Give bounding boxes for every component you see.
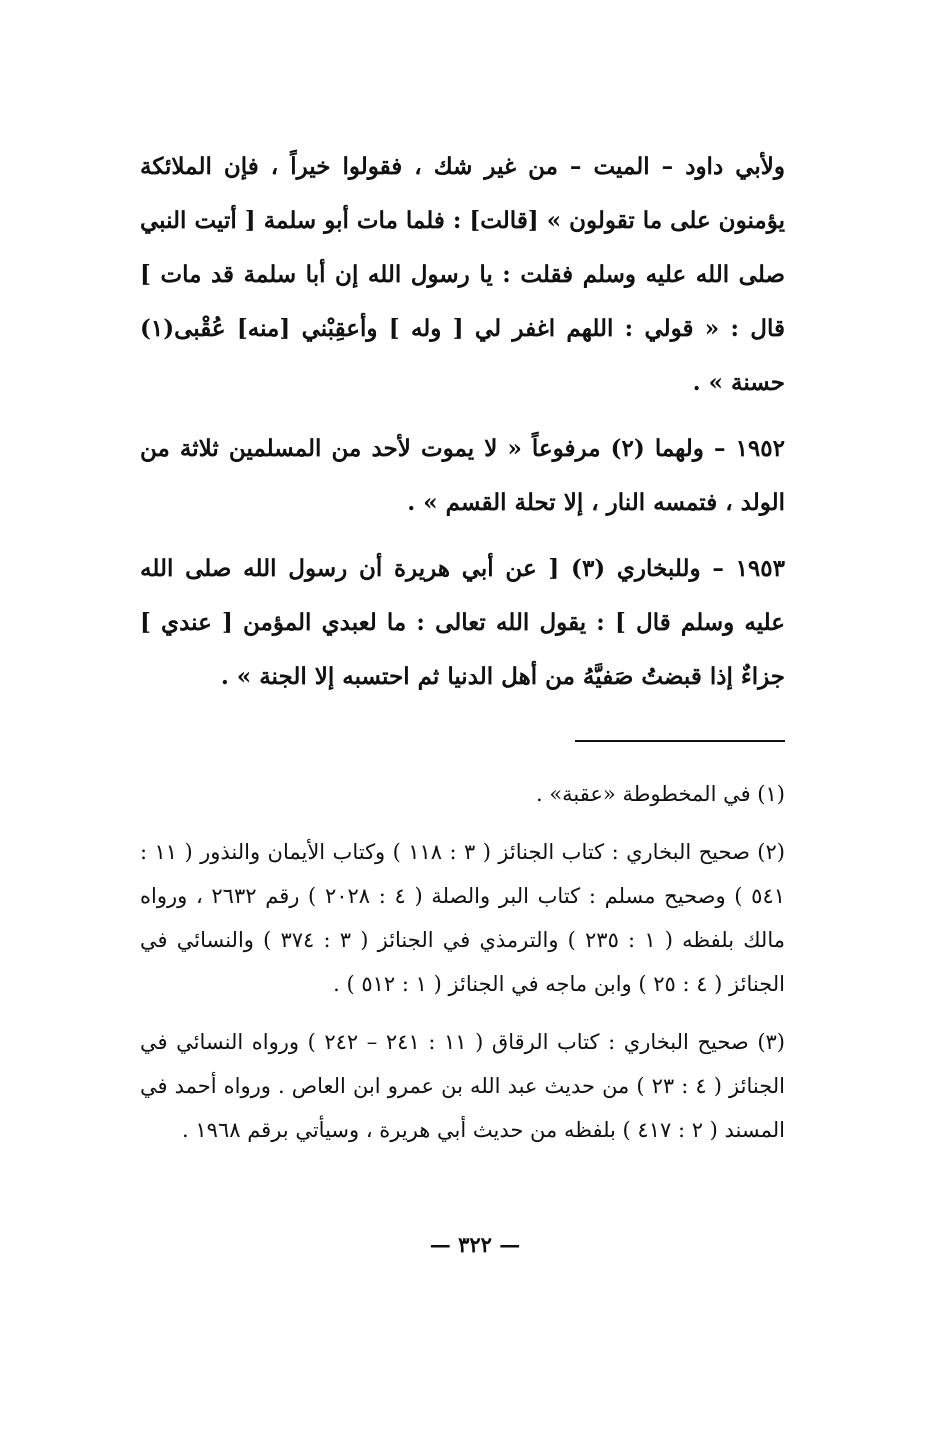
hadith-1952: ١٩٥٢ – ولهما (٢) مرفوعاً « لا يموت لأحد من المسلمين ثلاثة من الولد ، فتمسه النار ، إلا تحلة القسم » . [140,435,785,516]
paragraph-abu-dawud: ولأبي داود – الميت – من غير شك ، فقولوا خيراً ، فإن الملائكة يؤمنون على ما تقولون » [قالت] : فلما مات أبو سلمة [ أتيت النبي صلى الله عليه وسلم فقلت : يا رسول الله إن أبا سلمة قد مات ] قال : « قولي : اللهم اغفر لي [ وله ] وأعقِبْني [منه] عُقْبى(١) حسنة » . [140,153,785,396]
footnote-1: (١) في المخطوطة «عقبة» . [535,782,785,806]
footnote-separator [575,740,785,742]
main-text [140,140,785,704]
footnotes [140,772,785,1152]
footnote-2: (٢) صحيح البخاري : كتاب الجنائز ( ٣ : ١١٨ ) وكتاب الأيمان والنذور ( ١١ : ٥٤١ ) وصحيح مسلم : كتاب البر والصلة ( ٤ : ٢٠٢٨ ) رقم ٢٦٣٢ ، ورواه مالك بلفظه ( ١ : ٢٣٥ ) والترمذي في الجنائز ( ٣ : ٣٧٤ ) والنسائي في الجنائز ( ٤ : ٢٥ ) وابن ماجه في الجنائز ( ١ : ٥١٢ ) . [140,840,786,996]
page-number: — ٣٢٢ — [429,1232,521,1257]
page-body [140,140,785,1152]
hadith-1953: ١٩٥٣ – وللبخاري (٣) [ عن أبي هريرة أن رسول الله صلى الله عليه وسلم قال ] : يقول الله تعالى : ما لعبدي المؤمن [ عندي ] جزاءٌ إذا قبضتُ صَفيَّهُ من أهل الدنيا ثم احتسبه إلا الجنة » . [140,555,785,690]
footnote-3: (٣) صحيح البخاري : كتاب الرقاق ( ١١ : ٢٤١ – ٢٤٢ ) ورواه النسائي في الجنائز ( ٤ : ٢٣ ) من حديث عبد الله بن عمرو ابن العاص . ورواه أحمد في المسند ( ٢ : ٤١٧ ) بلفظه من حديث أبي هريرة ، وسيأتي برقم ١٩٦٨ . [140,1030,785,1142]
